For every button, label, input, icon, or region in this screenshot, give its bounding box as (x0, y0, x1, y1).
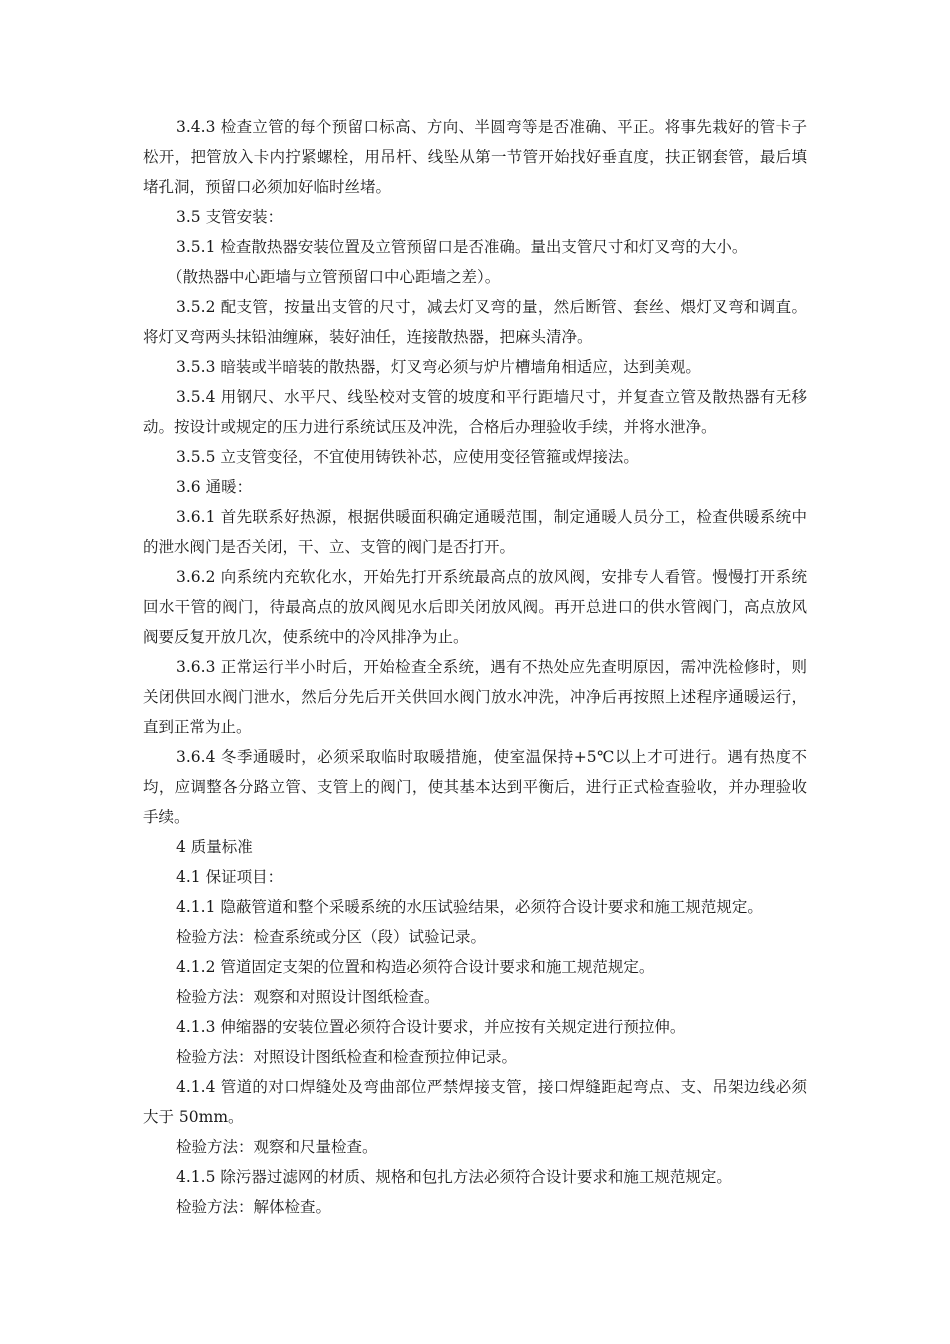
inspection-method-4-1-4: 检验方法：观察和尺量检查。 (176, 1138, 378, 1156)
paragraph-3-6-1: 3.6.1 首先联系好热源，根据供暖面积确定通暖范围，制定通暖人员分工，检查供暖系统中的泄水阀门是否关闭，干、立、支管的阀门是否打开。 (143, 508, 807, 556)
paragraph-4-1-2: 4.1.2 管道固定支架的位置和构造必须符合设计要求和施工规范规定。 (176, 958, 655, 976)
heading-4: 4 质量标准 (176, 838, 253, 856)
inspection-method-4-1-5: 检验方法：解体检查。 (176, 1198, 332, 1216)
inspection-method-4-1-3: 检验方法：对照设计图纸检查和检查预拉伸记录。 (176, 1048, 518, 1066)
paragraph-4-1-4: 4.1.4 管道的对口焊缝处及弯曲部位严禁焊接支管，接口焊缝距起弯点、支、吊架边线必须大于 50mm。 (143, 1078, 807, 1126)
inspection-method-4-1-1: 检验方法：检查系统或分区（段）试验记录。 (176, 928, 487, 946)
inspection-method-4-1-2: 检验方法：观察和对照设计图纸检查。 (176, 988, 440, 1006)
paragraph-4-1-5: 4.1.5 除污器过滤网的材质、规格和包扎方法必须符合设计要求和施工规范规定。 (176, 1168, 732, 1186)
heading-3-6: 3.6 通暖： (176, 478, 253, 496)
paragraph-3-5-4: 3.5.4 用钢尺、水平尺、线坠校对支管的坡度和平行距墙尺寸，并复查立管及散热器有无移动。按设计或规定的压力进行系统试压及冲洗，合格后办理验收手续，并将水泄净。 (143, 388, 807, 436)
paragraph-3-6-2: 3.6.2 向系统内充软化水，开始先打开系统最高点的放风阀，安排专人看管。慢慢打开系统回水干管的阀门，待最高点的放风阀见水后即关闭放风阀。再开总进口的供水管阀门，高点放风阀要反复开放几次，使系统中的冷风排净为止。 (143, 568, 807, 646)
paragraph-4-1-1: 4.1.1 隐蔽管道和整个采暖系统的水压试验结果，必须符合设计要求和施工规范规定。 (176, 898, 763, 916)
heading-4-1: 4.1 保证项目： (176, 868, 284, 886)
paragraph-3-6-3: 3.6.3 正常运行半小时后，开始检查全系统，遇有不热处应先查明原因，需冲洗检修时，则关闭供回水阀门泄水，然后分先后开关供回水阀门放水冲洗，冲净后再按照上述程序通暖运行，直到正常为止。 (143, 658, 807, 736)
paragraph-3-5-1: 3.5.1 检查散热器安装位置及立管预留口是否准确。量出支管尺寸和灯叉弯的大小。 (176, 238, 748, 256)
paragraph-3-5-2: 3.5.2 配支管，按量出支管的尺寸，减去灯叉弯的量，然后断管、套丝、煨灯叉弯和调直。将灯叉弯两头抹铅油缠麻，装好油任，连接散热器，把麻头清净。 (143, 298, 807, 346)
paragraph-3-5-5: 3.5.5 立支管变径，不宜使用铸铁补芯，应使用变径管箍或焊接法。 (176, 448, 639, 466)
paragraph-3-6-4: 3.6.4 冬季通暖时，必须采取临时取暖措施，使室温保持+5℃以上才可进行。遇有热度不均，应调整各分路立管、支管上的阀门，使其基本达到平衡后，进行正式检查验收，并办理验收手续。 (143, 748, 807, 826)
paragraph-4-1-3: 4.1.3 伸缩器的安装位置必须符合设计要求，并应按有关规定进行预拉伸。 (176, 1018, 686, 1036)
document-page (143, 112, 807, 1222)
paragraph-3-5-3: 3.5.3 暗装或半暗装的散热器，灯叉弯必须与炉片槽墙角相适应，达到美观。 (176, 358, 701, 376)
heading-3-5: 3.5 支管安装： (176, 208, 284, 226)
paragraph-3-5-1-note: （散热器中心距墙与立管预留口中心距墙之差）。 (167, 268, 501, 286)
paragraph-3-4-3: 3.4.3 检查立管的每个预留口标高、方向、半圆弯等是否准确、平正。将事先栽好的管卡子松开，把管放入卡内拧紧螺栓，用吊杆、线坠从第一节管开始找好垂直度，扶正钢套管，最后填堵孔洞，预留口必须加好临时丝堵。 (143, 118, 807, 196)
